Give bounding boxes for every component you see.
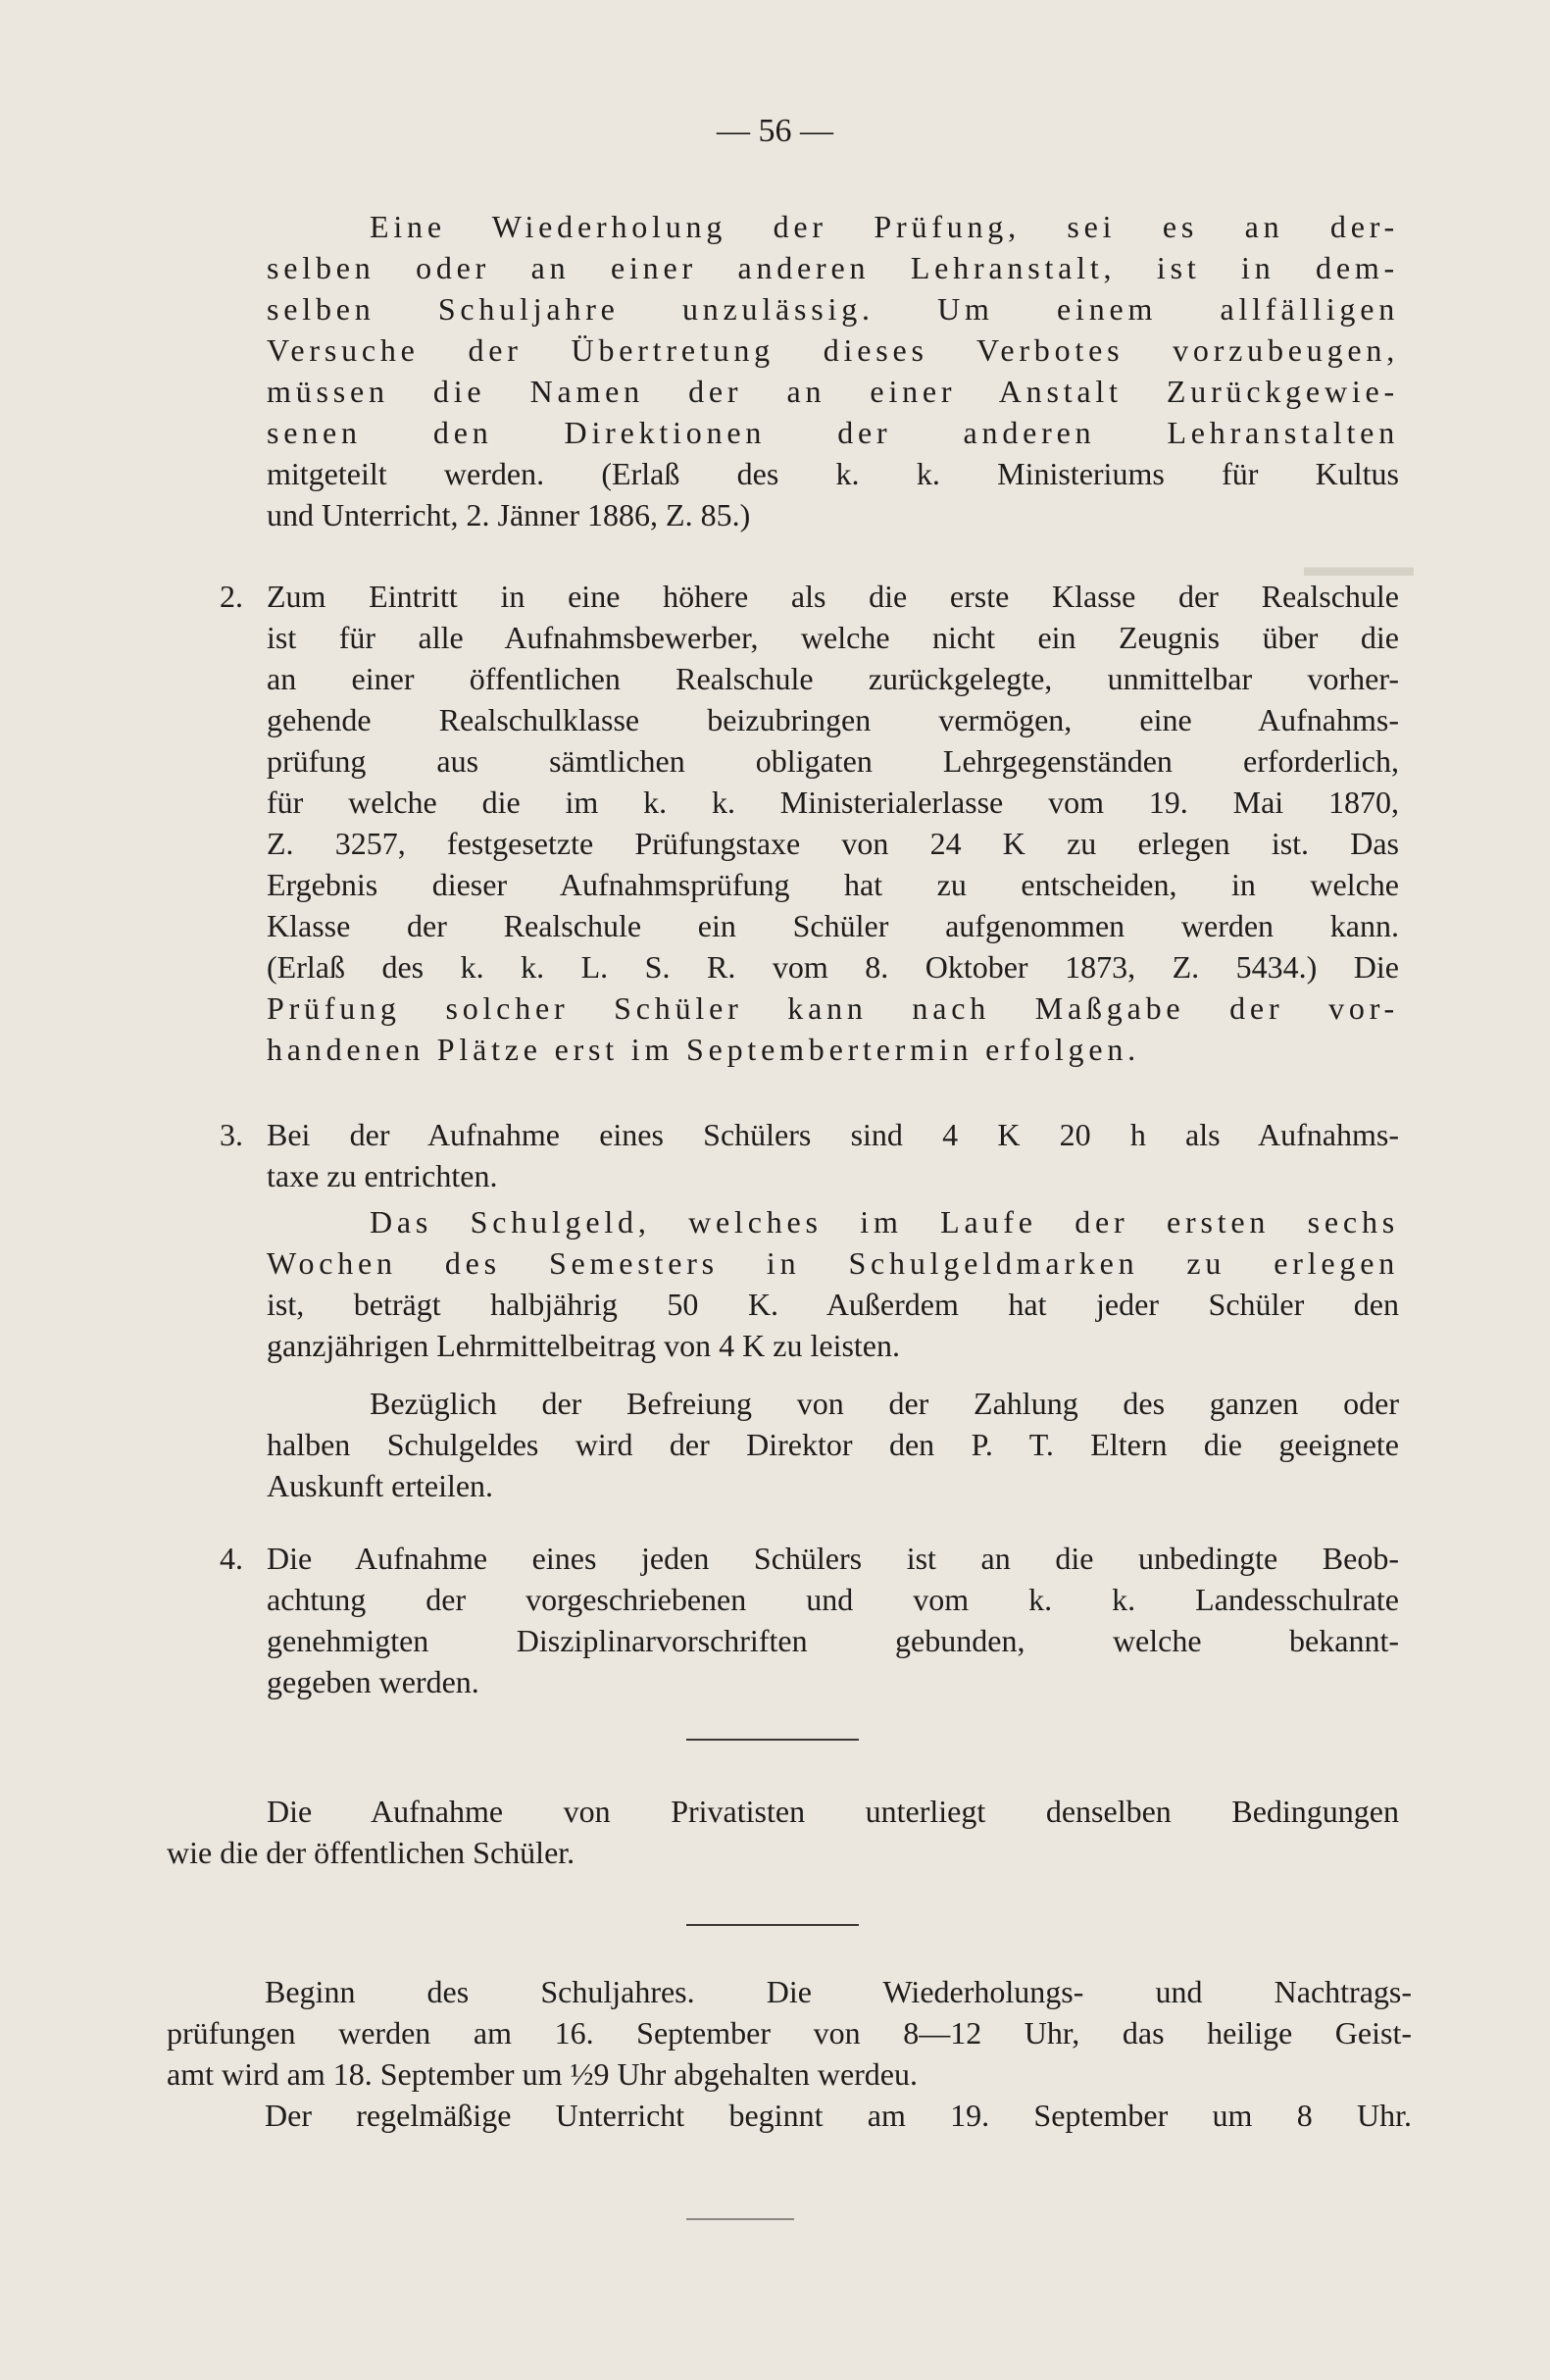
- text-line: wie die der öffentlichen Schüler.: [167, 1835, 575, 1870]
- item-3-text: [267, 1114, 1399, 1196]
- text-line: und Unterricht, 2. Jänner 1886, Z. 85.): [267, 497, 751, 532]
- text-line: ganzjährigen Lehrmittelbeitrag von 4 K zu leisten.: [267, 1328, 900, 1363]
- paragraph-schulgeld: [267, 1201, 1399, 1366]
- text-line: selben Schuljahre unzulässig. Um einem allfälligen: [267, 291, 1399, 327]
- text-line: für welche die im k. k. Ministerialerlasse vom 19. Mai 1870,: [267, 785, 1399, 820]
- text-line: gegeben werden.: [267, 1664, 479, 1699]
- text-line: Das Schulgeld, welches im Laufe der ersten sechs: [370, 1204, 1399, 1240]
- paragraph-befreiung: [267, 1383, 1399, 1506]
- text-line: selben oder an einer anderen Lehranstalt, ist in dem-: [267, 250, 1399, 285]
- text-line: an einer öffentlichen Realschule zurückgelegte, unmittelbar vorher-: [267, 661, 1399, 696]
- text-line: Auskunft erteilen.: [267, 1468, 494, 1503]
- text-line: Eine Wiederholung der Prüfung, sei es an der-: [370, 209, 1399, 244]
- text-line: ist für alle Aufnahmsbewerber, welche nicht ein Zeugnis über die: [267, 620, 1399, 655]
- text-line: halben Schulgeldes wird der Direktor den P. T. Eltern die geeignete: [267, 1427, 1399, 1462]
- text-line: Bezüglich der Befreiung von der Zahlung des ganzen oder: [370, 1386, 1399, 1421]
- show-through-text: ▬▬▬▬: [1304, 552, 1414, 582]
- text-line: Bei der Aufnahme eines Schülers sind 4 K 20 h als Aufnahms-: [267, 1117, 1399, 1152]
- text-line: achtung der vorgeschriebenen und vom k. k. Landesschulrate: [267, 1582, 1399, 1617]
- text-line: taxe zu entrichten.: [267, 1158, 498, 1193]
- text-line: Versuche der Übertretung dieses Verbotes vorzubeugen,: [267, 332, 1399, 368]
- text-line: Beginn des Schuljahres. Die Wiederholungs- und Nachtrags-: [265, 1974, 1412, 2009]
- text-line: ist, beträgt halbjährig 50 K. Außerdem hat jeder Schüler den: [267, 1287, 1399, 1322]
- text-line: (Erlaß des k. k. L. S. R. vom 8. Oktober 1873, Z. 5434.) Die: [267, 949, 1399, 985]
- section-divider: [686, 1739, 859, 1741]
- section-divider: [686, 2218, 794, 2220]
- text-line: mitgeteilt werden. (Erlaß des k. k. Ministeriums für Kultus: [267, 456, 1399, 491]
- text-line: gehende Realschulklasse beizubringen vermögen, eine Aufnahms-: [267, 702, 1399, 737]
- page-number: — 56 —: [717, 113, 833, 149]
- item-number: 2.: [220, 579, 243, 614]
- text-line: genehmigten Disziplinarvorschriften gebunden, welche bekannt-: [267, 1623, 1399, 1658]
- text-line: Die Aufnahme von Privatisten unterliegt denselben Bedingungen: [267, 1794, 1399, 1829]
- text-line: Die Aufnahme eines jeden Schülers ist an die unbedingte Beob-: [267, 1541, 1399, 1576]
- text-line: senen den Direktionen der anderen Lehranstalten: [267, 415, 1399, 450]
- text-line: müssen die Namen der an einer Anstalt Zurückgewie-: [267, 374, 1399, 409]
- text-line: Ergebnis dieser Aufnahmsprüfung hat zu entscheiden, in welche: [267, 867, 1399, 902]
- text-line: amt wird am 18. September um ½9 Uhr abgehalten werdeu.: [167, 2056, 918, 2092]
- item-number: 4.: [220, 1541, 243, 1576]
- item-number: 3.: [220, 1117, 243, 1152]
- paragraph-privatisten: [167, 1791, 1399, 1873]
- text-line: handenen Plätze erst im Septembertermin erfolgen.: [267, 1032, 1140, 1067]
- text-line: Z. 3257, festgesetzte Prüfungstaxe von 24 K zu erlegen ist. Das: [267, 826, 1399, 861]
- text-line: prüfungen werden am 16. September von 8—12 Uhr, das heilige Geist-: [167, 2015, 1412, 2051]
- text-line: Wochen des Semesters in Schulgeldmarken zu erlegen: [267, 1245, 1399, 1281]
- item-2-text: [267, 576, 1399, 1070]
- text-line: prüfung aus sämtlichen obligaten Lehrgegenständen erforderlich,: [267, 743, 1399, 779]
- text-line: Prüfung solcher Schüler kann nach Maßgabe der vor-: [267, 990, 1399, 1026]
- paragraph-intro: [267, 206, 1399, 535]
- paragraph-beginn: [167, 1971, 1412, 2136]
- item-4-text: [267, 1538, 1399, 1702]
- text-line: Zum Eintritt in eine höhere als die erste Klasse der Realschule: [267, 579, 1399, 614]
- text-line: Der regelmäßige Unterricht beginnt am 19. September um 8 Uhr.: [265, 2098, 1412, 2133]
- text-line: Klasse der Realschule ein Schüler aufgenommen werden kann.: [267, 908, 1399, 943]
- section-divider: [686, 1924, 859, 1926]
